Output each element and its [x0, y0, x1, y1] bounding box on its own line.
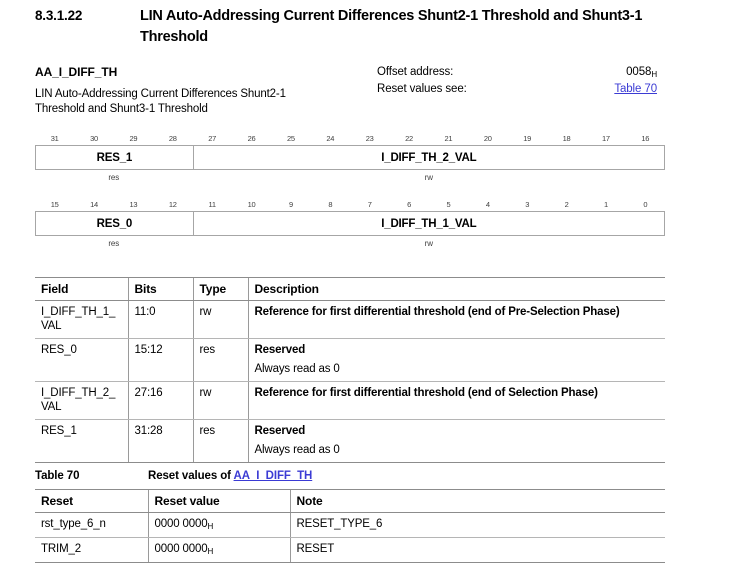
description-title: Reference for first differential threshold (end of Selection Phase)	[254, 387, 598, 399]
bit-number-7: 7	[367, 200, 372, 209]
hex-subscript: H	[207, 522, 214, 531]
reset-values-row	[377, 81, 667, 98]
reset-table-header-reset: Reset	[35, 490, 148, 513]
bit-number-30: 30	[90, 134, 99, 143]
reset-values-link-wrap	[537, 81, 657, 98]
bit-number-23: 23	[365, 134, 374, 143]
reset-table-caption-number: Table 70	[35, 470, 80, 482]
field-cell-name: I_DIFF_TH_1_VAL	[35, 301, 128, 339]
field-cell-description	[248, 339, 665, 382]
bit-number-11: 11	[208, 200, 216, 209]
reset-values-label: Reset values see:	[377, 83, 467, 95]
field-cell-bits: 11:0	[128, 301, 193, 339]
bit-number-row-high	[35, 132, 665, 145]
bit-number-2: 2	[564, 200, 569, 209]
reset-table-header-row	[35, 490, 665, 513]
bit-cell-row-low	[35, 211, 665, 236]
reset-cell-note: RESET_TYPE_6	[290, 513, 665, 538]
offset-address-row	[377, 64, 667, 81]
table-row	[35, 382, 665, 420]
bitfield-cell-res_0: RES_0	[96, 217, 133, 230]
field-table-header-type: Type	[193, 278, 248, 301]
bit-number-22: 22	[405, 134, 414, 143]
field-table-header-description: Description	[248, 278, 665, 301]
reset-table-caption-text	[148, 470, 312, 482]
table-row	[35, 339, 665, 382]
bitfield-access-i_diff_th_1_val: rw	[424, 239, 433, 248]
table-row	[35, 513, 665, 538]
offset-address-label: Offset address:	[377, 66, 454, 78]
field-cell-description	[248, 382, 665, 420]
field-cell-description	[248, 301, 665, 339]
page-title: LIN Auto-Addressing Current Differences Shunt2-1 Threshold and Shunt3-1 Threshold	[140, 8, 643, 45]
bit-number-27: 27	[208, 134, 217, 143]
bit-number-9: 9	[288, 200, 293, 209]
field-cell-name: RES_0	[35, 339, 128, 382]
table-row	[35, 420, 665, 463]
field-cell-type: res	[193, 420, 248, 463]
field-description-table	[35, 277, 665, 463]
register-name: AA_I_DIFF_TH	[35, 65, 118, 79]
reset-table-caption	[35, 470, 665, 482]
field-cell-name: RES_1	[35, 420, 128, 463]
bit-access-row-low	[35, 236, 665, 252]
bit-number-31: 31	[50, 134, 59, 143]
reset-table-body	[35, 513, 665, 563]
bit-number-12: 12	[168, 200, 177, 209]
description-title: Reserved	[254, 344, 306, 356]
description-title: Reserved	[254, 425, 306, 437]
reset-cell-value: 0000 $0000_H$	[148, 513, 290, 538]
bit-number-13: 13	[129, 200, 138, 209]
reset-table-caption-prefix: Reset values of	[148, 470, 234, 482]
bit-number-row-low	[35, 198, 665, 211]
reset-cell-name: TRIM_2	[35, 538, 148, 563]
description-subtext: Always read as 0	[254, 363, 340, 375]
field-cell-type: rw	[193, 301, 248, 339]
bit-number-5: 5	[446, 200, 451, 209]
bit-number-17: 17	[601, 134, 610, 143]
bitfield-cell-i_diff_th_1_val: I_DIFF_TH_1_VAL	[193, 212, 664, 235]
bitfield-diagram-low-word	[35, 198, 665, 252]
field-table-header-row	[35, 278, 665, 301]
description-subtext: Always read as 0	[254, 444, 340, 456]
field-table-header-field: Field	[35, 278, 128, 301]
reset-table-header-value: Reset value	[148, 490, 290, 513]
bit-number-3: 3	[525, 200, 530, 209]
bit-number-24: 24	[326, 134, 335, 143]
field-table-header-bits: Bits	[128, 278, 193, 301]
offset-address-value	[537, 64, 657, 81]
bitfield-diagram-high-word	[35, 132, 665, 186]
section-heading	[35, 6, 695, 48]
bit-number-18: 18	[562, 134, 571, 143]
field-cell-bits: 31:28	[128, 420, 193, 463]
bit-number-6: 6	[407, 200, 412, 209]
reset-values-table	[35, 489, 665, 563]
table-row	[35, 538, 665, 563]
bitfield-cell-res_1: RES_1	[96, 151, 133, 164]
field-table-body	[35, 301, 665, 463]
field-cell-name: I_DIFF_TH_2_VAL	[35, 382, 128, 420]
bit-number-14: 14	[90, 200, 99, 209]
bitfield-access-res_1: res	[108, 173, 120, 182]
reset-table-caption-link[interactable]: AA_I_DIFF_TH	[233, 470, 313, 482]
hex-subscript: H	[651, 70, 657, 79]
bit-number-28: 28	[168, 134, 177, 143]
reset-values-link[interactable]: Table 70	[614, 83, 657, 95]
bit-number-0: 0	[643, 200, 648, 209]
field-cell-type: rw	[193, 382, 248, 420]
register-meta	[377, 64, 667, 98]
bit-number-10: 10	[247, 200, 256, 209]
field-cell-bits: 27:16	[128, 382, 193, 420]
bitfield-access-i_diff_th_2_val: rw	[424, 173, 433, 182]
reset-cell-value: 0000 $0000_H$	[148, 538, 290, 563]
bit-number-15: 15	[50, 200, 59, 209]
bit-number-29: 29	[129, 134, 138, 143]
reset-cell-note: RESET	[290, 538, 665, 563]
register-summary	[35, 64, 667, 117]
section-number: 8.3.1.22	[35, 8, 83, 23]
bit-cell-row-high	[35, 145, 665, 170]
hex-subscript: H	[207, 547, 214, 556]
bitfield-access-res_0: res	[108, 239, 120, 248]
register-description: LIN Auto-Addressing Current Differences Shunt2-1 Threshold and Shunt3-1 Threshold	[35, 88, 286, 115]
bit-number-8: 8	[328, 200, 333, 209]
bit-number-21: 21	[444, 134, 453, 143]
field-cell-bits: 15:12	[128, 339, 193, 382]
bit-number-26: 26	[247, 134, 256, 143]
bitfield-cell-i_diff_th_2_val: I_DIFF_TH_2_VAL	[193, 146, 664, 169]
reset-cell-name: rst_type_6_n	[35, 513, 148, 538]
bit-number-19: 19	[523, 134, 532, 143]
offset-address-number: 0058	[626, 66, 652, 78]
bit-number-16: 16	[641, 134, 650, 143]
bit-access-row-high	[35, 170, 665, 186]
bit-number-1: 1	[603, 200, 608, 209]
reset-table-header-note: Note	[290, 490, 665, 513]
field-cell-type: res	[193, 339, 248, 382]
description-title: Reference for first differential threshold (end of Pre-Selection Phase)	[254, 306, 620, 318]
bit-number-20: 20	[483, 134, 492, 143]
bit-number-25: 25	[286, 134, 295, 143]
register-identity	[35, 64, 375, 117]
field-cell-description	[248, 420, 665, 463]
table-row	[35, 301, 665, 339]
bit-number-4: 4	[485, 200, 490, 209]
